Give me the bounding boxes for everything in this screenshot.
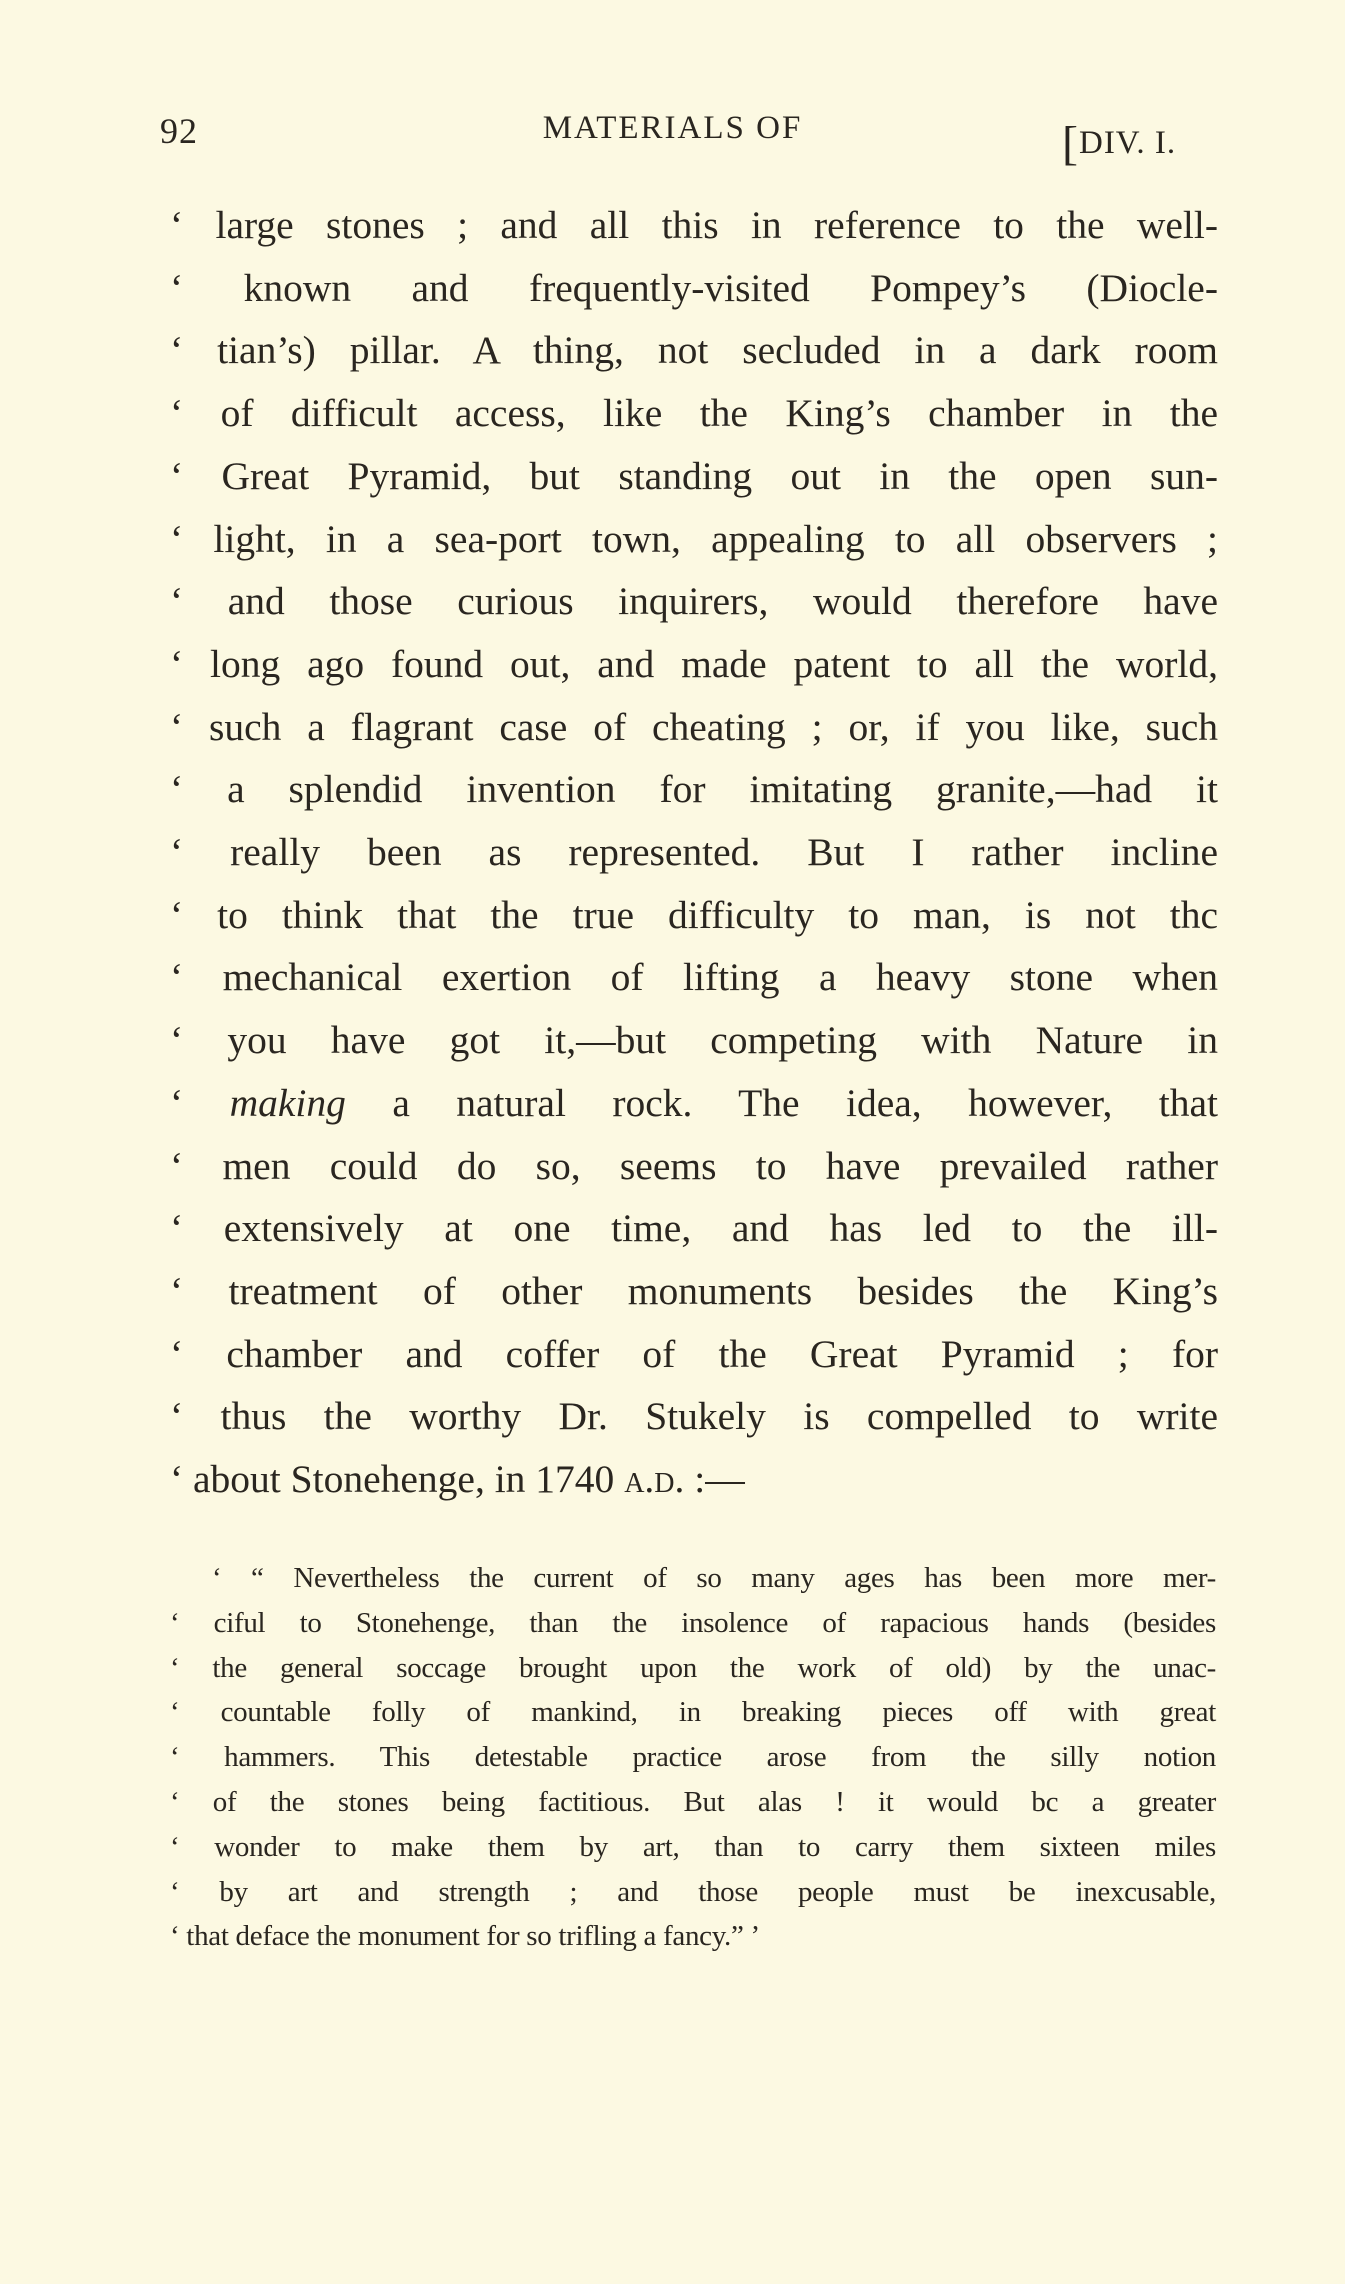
text-span: ‘ really been as represented. But I rather incline xyxy=(170,830,1218,874)
quote-line: ‘ “ Nevertheless the current of so many ages has been more mer- xyxy=(212,1562,1216,1594)
page-number: 92 xyxy=(160,111,198,151)
quote-line: ‘ that deface the monument for so trifling a fancy.” ’ xyxy=(170,1920,760,1953)
body-line xyxy=(170,702,1218,752)
body-line xyxy=(170,388,1218,438)
text-span: ‘ such a flagrant case of cheating ; or, if you like, such xyxy=(170,704,1218,749)
text-span: ‘ and those curious inquirers, would therefore have xyxy=(170,579,1218,624)
division-bracket: [ xyxy=(1062,117,1079,170)
quote-line: ‘ hammers. This detestable practice arose from the silly notion xyxy=(170,1741,1216,1774)
body-line xyxy=(170,263,1218,313)
body-line xyxy=(170,764,1218,814)
body-line xyxy=(170,325,1218,375)
text-span: ‘ thus the worthy Dr. Stukely is compelled to write xyxy=(170,1394,1218,1439)
text-span: ‘ long ago found out, and made patent to all the world, xyxy=(170,641,1218,686)
quote-line: ‘ the general soccage brought upon the work of old) by the unac- xyxy=(170,1651,1216,1684)
text-span: ‘ chamber and coffer of the Great Pyramid ; for xyxy=(170,1331,1218,1376)
text-span: ‘ tian’s) pillar. A thing, not secluded in a dark room xyxy=(170,328,1218,373)
body-line xyxy=(170,576,1218,626)
running-title: MATERIALS OF xyxy=(542,110,803,146)
body-line xyxy=(170,1203,1218,1253)
division-label xyxy=(1062,110,1177,170)
body-line xyxy=(170,200,1218,250)
text-span: a.d. xyxy=(624,1457,685,1501)
body-line xyxy=(170,639,1218,689)
text-span: ‘ of difficult access, like the King’s chamber in the xyxy=(170,391,1218,436)
quote-line: ‘ of the stones being factitious. But alas ! it would bc a greater xyxy=(170,1786,1216,1818)
text-span: ‘ a splendid invention for imitating granite,—had it xyxy=(170,767,1218,812)
text-span: ‘ Great Pyramid, but standing out in the open sun- xyxy=(170,453,1218,498)
body-line xyxy=(170,1078,1218,1128)
quote-line: ‘ by art and strength ; and those people must be inexcusable, xyxy=(170,1875,1216,1908)
text-span: ‘ large stones ; and all this in reference to the well- xyxy=(170,203,1218,247)
text-span: ‘ xyxy=(170,1080,230,1125)
body-line xyxy=(170,1266,1218,1316)
text-span: ‘ men could do so, seems to have prevailed rather xyxy=(170,1143,1218,1188)
division-text: DIV. I. xyxy=(1078,125,1177,161)
body-line xyxy=(170,890,1218,940)
text-span: :— xyxy=(684,1457,745,1501)
body-line xyxy=(170,1015,1218,1065)
body-line xyxy=(170,514,1218,564)
quote-line: ‘ ciful to Stonehenge, than the insolence of rapacious hands (besides xyxy=(170,1606,1216,1639)
body-line xyxy=(170,1391,1218,1441)
text-span: ‘ you have got it,—but competing with Nature in xyxy=(170,1018,1218,1063)
body-line xyxy=(170,1454,1218,1504)
body-line xyxy=(170,451,1218,501)
text-span: ‘ mechanical exertion of lifting a heavy stone when xyxy=(170,955,1218,1000)
text-span: ‘ treatment of other monuments besides the King’s xyxy=(170,1268,1218,1313)
text-span: ‘ extensively at one time, and has led to the ill- xyxy=(170,1206,1218,1251)
quote-line: ‘ wonder to make them by art, than to carry them sixteen miles xyxy=(170,1830,1216,1863)
text-span: making xyxy=(229,1080,346,1125)
body-line xyxy=(170,1329,1218,1379)
text-span: ‘ light, in a sea-port town, appealing to all observers ; xyxy=(170,516,1218,561)
text-span: ‘ known and frequently-visited Pompey’s (Diocle- xyxy=(170,265,1218,310)
body-line xyxy=(170,1141,1218,1191)
body-line xyxy=(170,827,1218,877)
body-line xyxy=(170,952,1218,1002)
quote-line: ‘ countable folly of mankind, in breaking pieces off with great xyxy=(170,1696,1216,1729)
text-span: a natural rock. The idea, however, that xyxy=(345,1080,1219,1125)
text-span: ‘ to think that the true difficulty to man, is not thc xyxy=(170,892,1218,937)
text-span: ‘ about Stonehenge, in 1740 xyxy=(170,1457,625,1501)
